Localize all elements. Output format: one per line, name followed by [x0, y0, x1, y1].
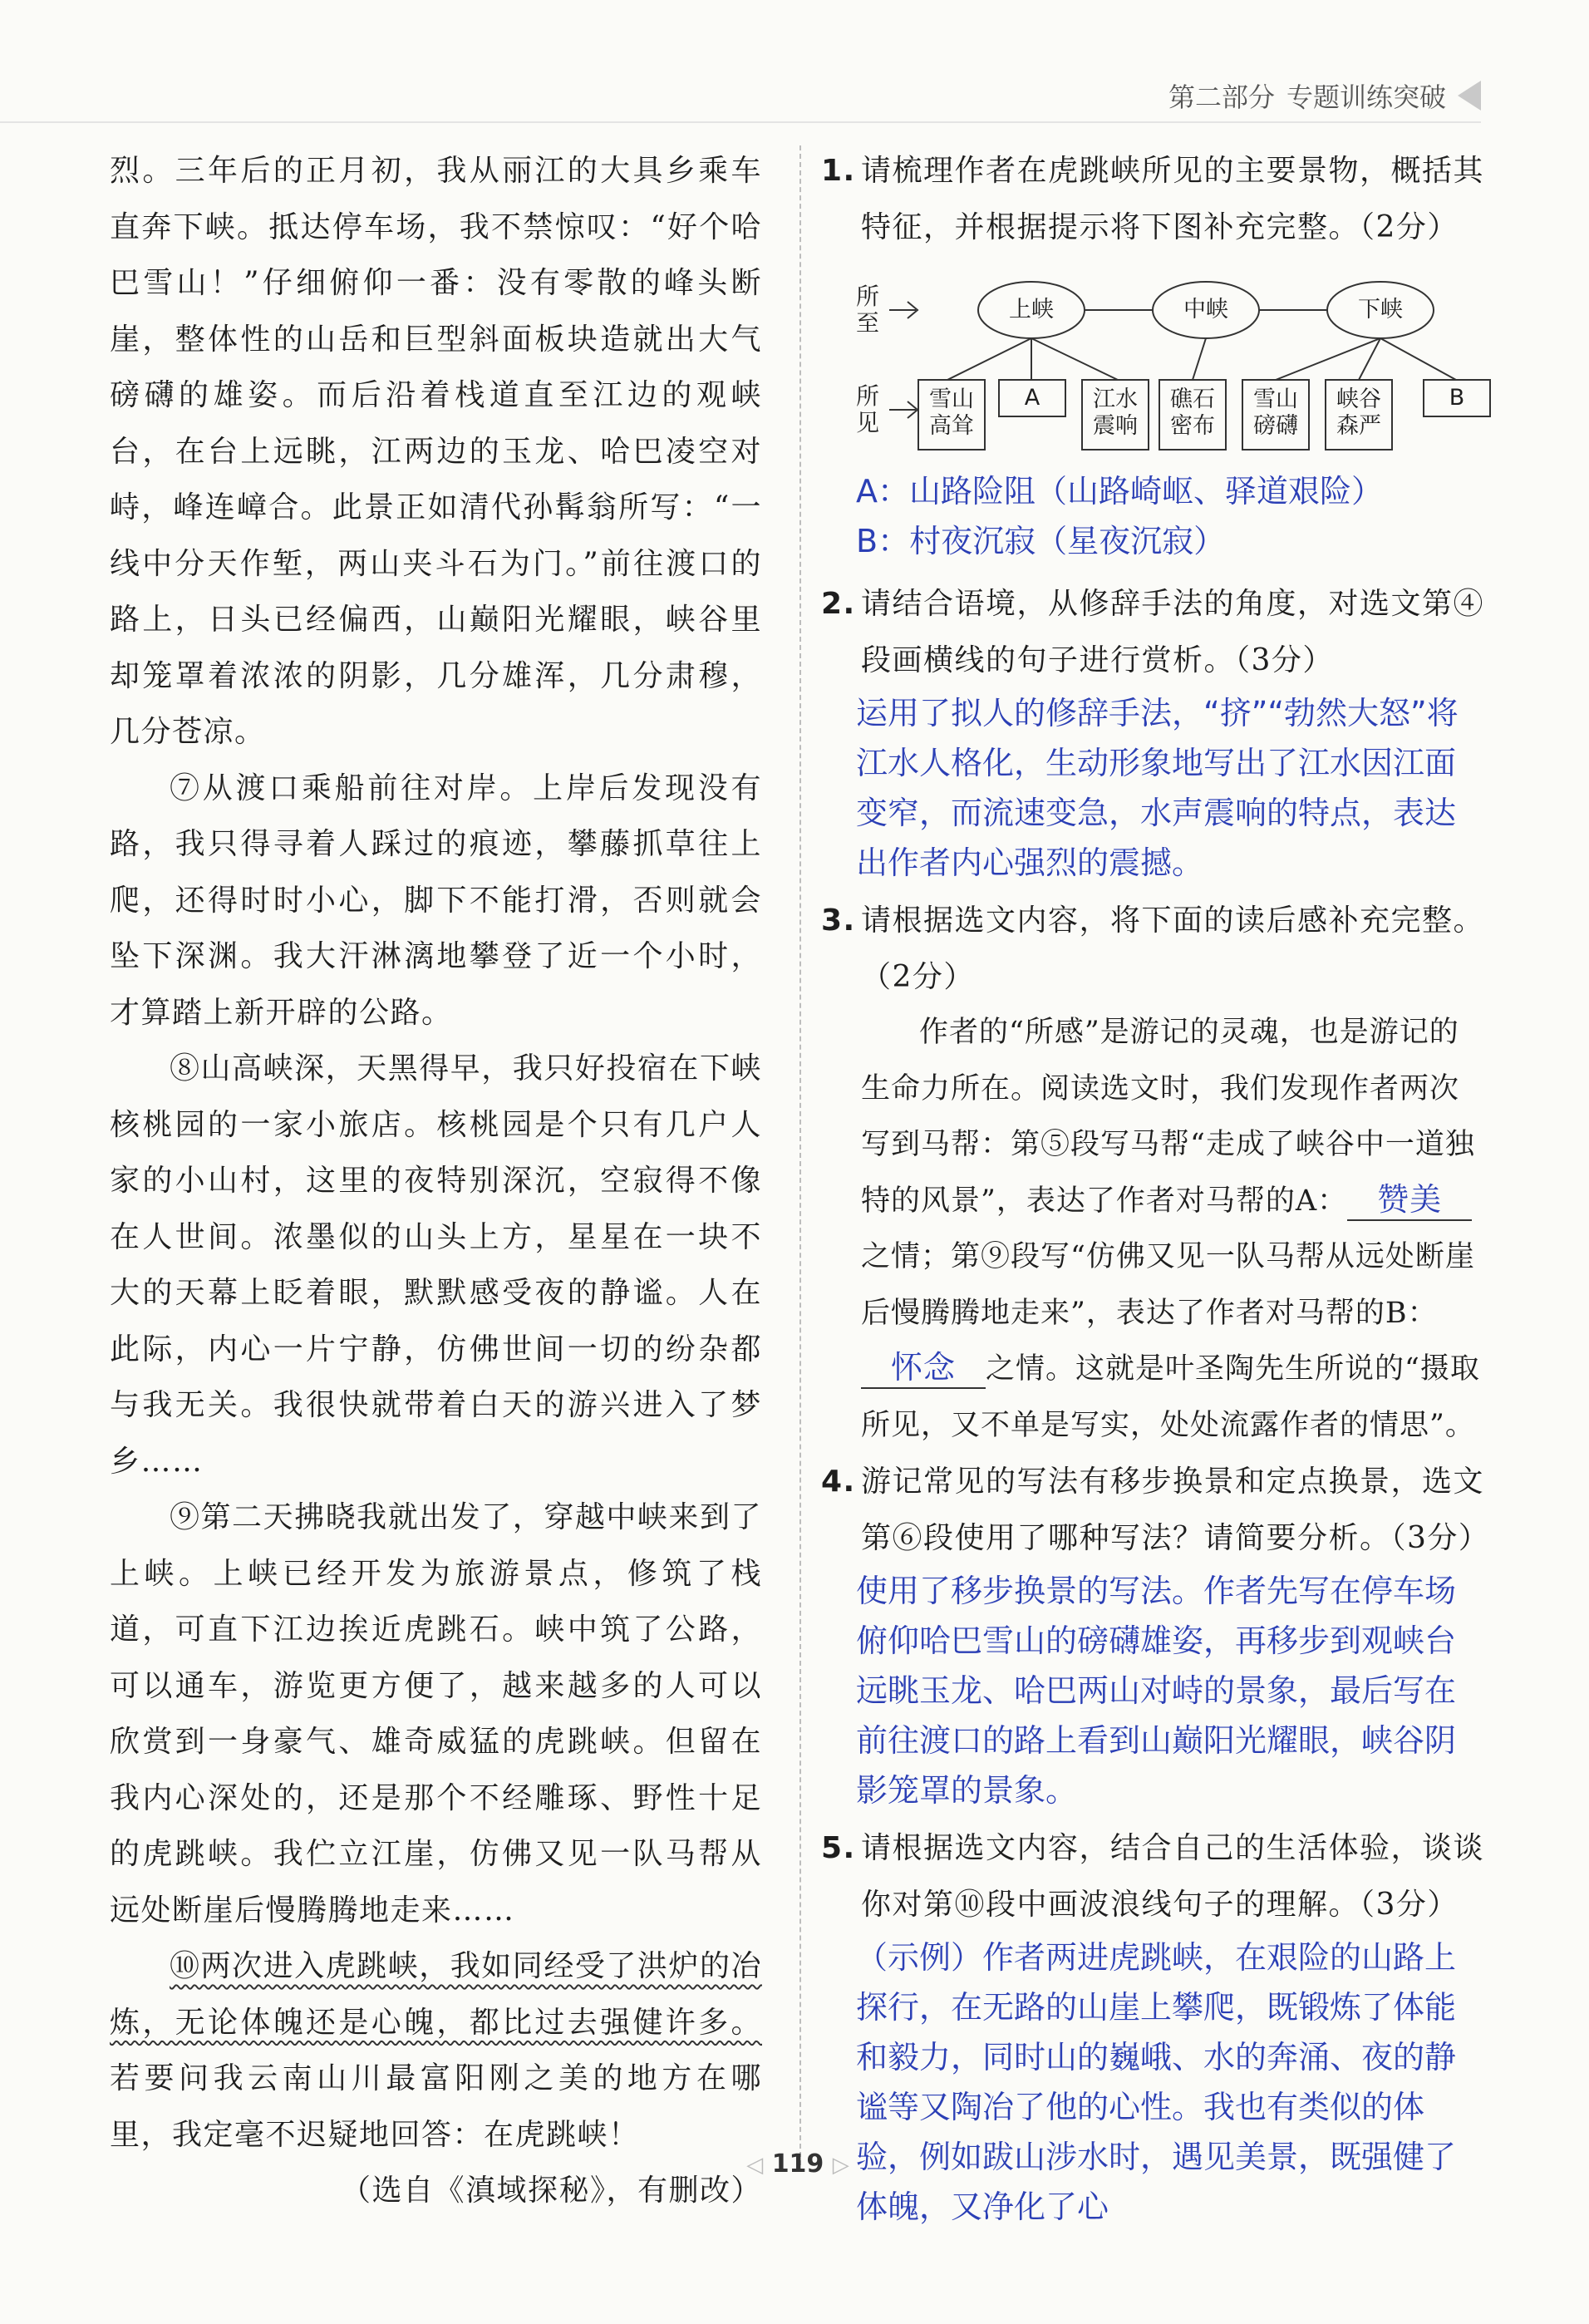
- box-b-blank: B: [1449, 385, 1465, 411]
- paragraph-10-rest: 若要问我云南山川最富阳刚之美的地方在哪里，我定毫不迟疑地回答：在虎跳峡！: [110, 2061, 762, 2152]
- box-a-blank: A: [1024, 385, 1040, 411]
- box-river-roar: 江水震响: [1093, 387, 1138, 439]
- node-upper-gorge: 上峡: [1009, 297, 1054, 323]
- question-text: 请梳理作者在虎跳峡所见的主要景物，概括其特征，并根据提示将下图补充完整。（2分）: [861, 154, 1485, 244]
- arrow-icon: [889, 302, 917, 318]
- answer-5: （示例）作者两进虎跳峡，在艰险的山路上探行，在无路的山崖上攀爬，既锻炼了体能和毅力，同时山的巍峨、水的奔涌、夜的静谧等又陶冶了他的心性。我也有类似的体验，例如跋山涉水时，遇见美景，既强健了体魄，又净化了心: [856, 1939, 1457, 2225]
- passage-paragraph-8: ⑧山高峡深，天黑得早，我只好投宿在下峡核桃园的一家小旅店。核桃园是个只有几户人家的小山村，这里的夜特别深沉，空寂得不像在人世间。浓墨似的山头上方，星星在一块不大的天幕上眨着眼，默默感受夜的静谧。人在此际，内心一片宁静，仿佛世间一切的纷杂都与我无关。我很快就带着白天的游兴进入了梦乡……: [110, 1051, 762, 1479]
- question-number: 1.: [821, 154, 856, 188]
- box-snow-mountain-grand: 雪山磅礴: [1253, 387, 1298, 439]
- reflection-paragraph: [861, 1005, 1486, 1454]
- header-rule: [0, 121, 1481, 123]
- question-text: 请根据选文内容，将下面的读后感补充完整。（2分）: [861, 904, 1485, 994]
- answer-2: 运用了拟人的修辞手法，“挤”“勃然大怒”将江水人格化，生动形象地写出了江水因江面变窄，而流速变急，水声震响的特点，表达出作者内心强烈的震撼。: [856, 695, 1459, 881]
- question-2: [821, 576, 1486, 688]
- answer-1b: B：村夜沉寂（星夜沉寂）: [856, 523, 1226, 559]
- question-text: 游记常见的写法有移步换景和定点换景，选文第⑥段使用了哪种写法？请简要分析。（3分）: [861, 1465, 1490, 1555]
- reflection-text-a: 作者的“所感”是游记的灵魂，也是游记的生命力所在。阅读选文时，我们发现作者两次写到马帮：第⑤段写马帮“走成了峡谷中一道独特的风景”，表达了作者对马帮的A：: [861, 1016, 1475, 1218]
- node-lower-gorge: 下峡: [1358, 297, 1403, 323]
- question-number: 4.: [821, 1465, 856, 1499]
- question-5: [821, 1820, 1486, 1933]
- header-triangle-icon: [1458, 81, 1481, 111]
- box-snow-mountain-tall: 雪山高耸: [929, 387, 974, 439]
- blank-b-answer[interactable]: 怀念: [861, 1347, 986, 1389]
- arrow-icon: [889, 401, 917, 418]
- row-label-saw: 所见: [856, 382, 880, 436]
- box-canyon-stern: 峡谷森严: [1336, 387, 1381, 439]
- section-label: 第二部分: [1168, 81, 1275, 113]
- question-number: 3.: [821, 904, 856, 938]
- scenery-diagram: [856, 262, 1521, 461]
- question-text: 请根据选文内容，结合自己的生活体验，谈谈你对第⑩段中画波浪线句子的理解。（3分）: [861, 1831, 1485, 1922]
- question-number: 5.: [821, 1831, 856, 1865]
- passage-paragraph-7: ⑦从渡口乘船前往对岸。上岸后发现没有路，我只得寻着人踩过的痕迹，攀藤抓草往上爬，还得时时小心，脚下不能打滑，否则就会坠下深渊。我大汗淋漓地攀登了近一个小时，才算踏上新开辟的公路。: [110, 771, 762, 1030]
- left-arrow-icon: ◁: [746, 2153, 764, 2178]
- question-text: 请结合语境，从修辞手法的角度，对选文第④段画横线的句子进行赏析。（3分）: [861, 587, 1485, 677]
- section-title: 专题训练突破: [1286, 81, 1446, 113]
- node-middle-gorge: 中峡: [1183, 297, 1228, 323]
- passage-paragraph-6: 烈。三年后的正月初，我从丽江的大具乡乘车直奔下峡。抵达停车场，我不禁惊叹：“好个哈巴雪山！”仔细俯仰一番：没有零散的峰头断崖，整体性的山岳和巨型斜面板块造就出大气磅礴的雄姿。而后沿着栈道直至江边的观峡台，在台上远眺，江两边的玉龙、哈巴凌空对峙，峰连嶂合。此景正如清代孙髯翁所写：“一线中分天作堑，两山夹斗石为门。”前往渡口的路上，日头已经偏西，山巅阳光耀眼，峡谷里却笼罩着浓浓的阴影，几分雄浑，几分肃穆，几分苍凉。: [110, 154, 762, 749]
- answer-1a: A：山路险阻（山路崎岖、驿道艰险）: [856, 473, 1383, 510]
- page-number: [731, 2149, 864, 2179]
- reflection-text-c: 之情。这就是叶圣陶先生所说的“摄取所见，又不单是写实，处处流露作者的情思”。: [861, 1352, 1480, 1442]
- box-reefs-dense: 礁石密布: [1170, 387, 1215, 439]
- question-1: [821, 143, 1486, 255]
- question-4: [821, 1454, 1490, 1566]
- answer-4: 使用了移步换景的写法。作者先写在停车场俯仰哈巴雪山的磅礴雄姿，再移步到观峡台远眺玉龙、哈巴两山对峙的景象，最后写在前往渡口的路上看到山巅阳光耀眼，峡谷阴影笼罩的景象。: [856, 1573, 1457, 1809]
- passage-paragraph-9: ⑨第二天拂晓我就出发了，穿越中峡来到了上峡。上峡已经开发为旅游景点，修筑了栈道，可直下江边挨近虎跳石。峡中筑了公路，可以通车，游览更方便了，越来越多的人可以欣赏到一身豪气、雄奇威猛的虎跳峡。但留在我内心深处的，还是那个不经雕琢、野性十足的虎跳峡。我伫立江崖，仿佛又见一队马帮从远处断崖后慢腾腾地走来……: [110, 1500, 762, 1928]
- page-number-value: 119: [771, 2149, 824, 2179]
- blank-a-answer[interactable]: 赞美: [1347, 1179, 1472, 1221]
- passage-source: （选自《滇域探秘》，有删改）: [340, 2174, 762, 2208]
- question-3: [821, 893, 1486, 1005]
- page-header: [1168, 76, 1481, 115]
- questions-column: [821, 143, 1490, 2232]
- row-label-went-to: 所至: [856, 283, 880, 337]
- column-divider: [799, 145, 801, 2165]
- wavy-underlined-sentence: ⑩两次进入虎跳峡，我如同经受了洪炉的冶炼，无论体魄还是心魄，都比过去强健许多。: [110, 1949, 762, 2040]
- right-arrow-icon: ▷: [832, 2153, 849, 2178]
- reading-passage: [110, 143, 762, 2219]
- question-number: 2.: [821, 587, 856, 621]
- reflection-text-b: 之情；第⑨段写“仿佛又见一队马帮从远处断崖后慢腾腾地走来”，表达了作者对马帮的B：: [861, 1240, 1475, 1330]
- passage-paragraph-10: [110, 1938, 762, 2163]
